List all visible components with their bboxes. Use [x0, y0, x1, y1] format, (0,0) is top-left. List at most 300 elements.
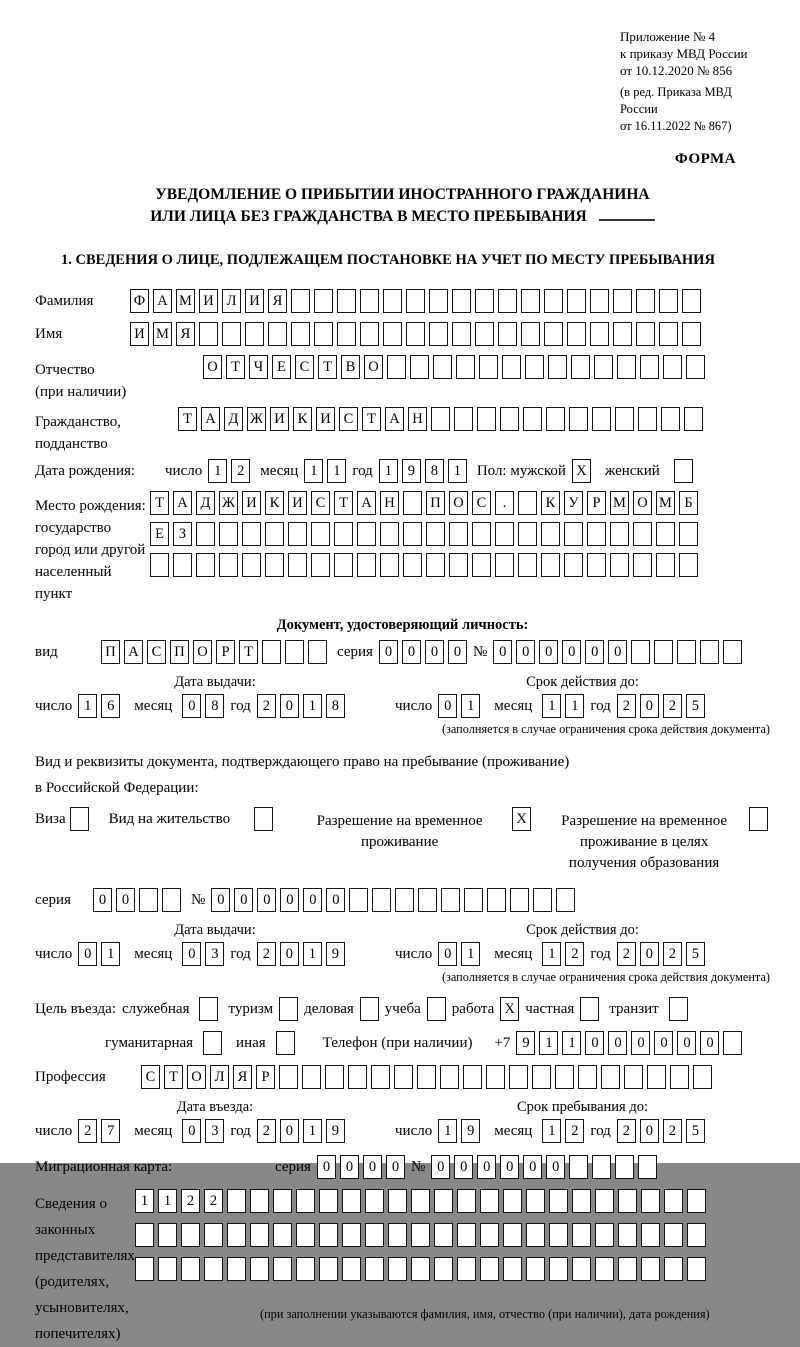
char-box[interactable]: М: [176, 289, 195, 313]
char-box[interactable]: [636, 289, 655, 313]
char-box[interactable]: [360, 997, 379, 1021]
char-box[interactable]: [503, 1189, 522, 1213]
char-box[interactable]: [203, 1031, 222, 1055]
char-box[interactable]: [291, 322, 310, 346]
char-box[interactable]: 1: [448, 459, 467, 483]
char-box[interactable]: [638, 1155, 657, 1179]
char-box[interactable]: [723, 1031, 742, 1055]
char-box[interactable]: С: [295, 355, 314, 379]
char-box[interactable]: 9: [326, 1119, 345, 1143]
char-box[interactable]: [288, 553, 307, 577]
char-box[interactable]: И: [199, 289, 218, 313]
char-box[interactable]: [296, 1189, 315, 1213]
char-box[interactable]: [615, 1155, 634, 1179]
char-box[interactable]: [615, 407, 634, 431]
char-box[interactable]: [555, 1065, 574, 1089]
char-box[interactable]: [518, 553, 537, 577]
char-box[interactable]: [700, 640, 719, 664]
char-box[interactable]: [70, 807, 89, 831]
char-box[interactable]: 1: [461, 942, 480, 966]
char-box[interactable]: 1: [438, 1119, 457, 1143]
char-box[interactable]: 1: [542, 1119, 561, 1143]
char-box[interactable]: 9: [461, 1119, 480, 1143]
char-box[interactable]: 8: [326, 694, 345, 718]
char-box[interactable]: [641, 1223, 660, 1247]
char-box[interactable]: [590, 322, 609, 346]
char-box[interactable]: Б: [679, 491, 698, 515]
char-box[interactable]: [158, 1223, 177, 1247]
char-box[interactable]: 0: [234, 888, 253, 912]
char-box[interactable]: П: [426, 491, 445, 515]
char-box[interactable]: [135, 1257, 154, 1281]
char-box[interactable]: 0: [477, 1155, 496, 1179]
char-box[interactable]: [532, 1065, 551, 1089]
char-box[interactable]: 1: [542, 694, 561, 718]
char-box[interactable]: С: [339, 407, 358, 431]
char-box[interactable]: 1: [327, 459, 346, 483]
char-box[interactable]: [349, 888, 368, 912]
char-box[interactable]: [509, 1065, 528, 1089]
char-box[interactable]: [723, 640, 742, 664]
char-box[interactable]: [342, 1223, 361, 1247]
char-box[interactable]: 0: [93, 888, 112, 912]
char-box[interactable]: 0: [280, 1119, 299, 1143]
char-box[interactable]: [510, 888, 529, 912]
char-box[interactable]: Я: [268, 289, 287, 313]
char-box[interactable]: 0: [280, 694, 299, 718]
char-box[interactable]: [572, 1257, 591, 1281]
char-box[interactable]: Ж: [219, 491, 238, 515]
char-box[interactable]: [434, 1189, 453, 1213]
char-box[interactable]: [546, 407, 565, 431]
char-box[interactable]: [682, 322, 701, 346]
char-box[interactable]: 2: [257, 1119, 276, 1143]
char-box[interactable]: А: [385, 407, 404, 431]
char-box[interactable]: А: [357, 491, 376, 515]
char-box[interactable]: [656, 522, 675, 546]
char-box[interactable]: Н: [408, 407, 427, 431]
char-box[interactable]: [449, 522, 468, 546]
char-box[interactable]: [641, 1257, 660, 1281]
char-box[interactable]: О: [187, 1065, 206, 1089]
char-box[interactable]: [624, 1065, 643, 1089]
char-box[interactable]: 9: [516, 1031, 535, 1055]
char-box[interactable]: [567, 322, 586, 346]
char-box[interactable]: [684, 407, 703, 431]
char-box[interactable]: [276, 1031, 295, 1055]
char-box[interactable]: [498, 322, 517, 346]
char-box[interactable]: [592, 407, 611, 431]
char-box[interactable]: 3: [205, 1119, 224, 1143]
char-box[interactable]: 0: [585, 1031, 604, 1055]
char-box[interactable]: [686, 355, 705, 379]
char-box[interactable]: Т: [150, 491, 169, 515]
char-box[interactable]: [613, 322, 632, 346]
char-box[interactable]: [285, 640, 304, 664]
char-box[interactable]: [337, 289, 356, 313]
char-box[interactable]: 1: [565, 694, 584, 718]
char-box[interactable]: [357, 553, 376, 577]
char-box[interactable]: [199, 322, 218, 346]
char-box[interactable]: 0: [523, 1155, 542, 1179]
char-box[interactable]: [457, 1223, 476, 1247]
char-box[interactable]: [196, 553, 215, 577]
char-box[interactable]: [610, 522, 629, 546]
char-box[interactable]: [564, 522, 583, 546]
char-box[interactable]: [380, 553, 399, 577]
char-box[interactable]: [541, 553, 560, 577]
char-box[interactable]: [242, 553, 261, 577]
char-box[interactable]: [449, 553, 468, 577]
char-box[interactable]: [387, 355, 406, 379]
char-box[interactable]: 7: [101, 1119, 120, 1143]
char-box[interactable]: [687, 1257, 706, 1281]
char-box[interactable]: [564, 553, 583, 577]
char-box[interactable]: [595, 1223, 614, 1247]
char-box[interactable]: [518, 522, 537, 546]
char-box[interactable]: [601, 1065, 620, 1089]
char-box[interactable]: [682, 289, 701, 313]
char-box[interactable]: [549, 1189, 568, 1213]
char-box[interactable]: [661, 407, 680, 431]
char-box[interactable]: 1: [379, 459, 398, 483]
char-box[interactable]: [475, 289, 494, 313]
char-box[interactable]: 1: [78, 694, 97, 718]
char-box[interactable]: 0: [640, 694, 659, 718]
char-box[interactable]: [429, 289, 448, 313]
char-box[interactable]: И: [270, 407, 289, 431]
char-box[interactable]: О: [364, 355, 383, 379]
char-box[interactable]: [544, 322, 563, 346]
char-box[interactable]: О: [449, 491, 468, 515]
char-box[interactable]: [357, 522, 376, 546]
char-box[interactable]: П: [101, 640, 120, 664]
char-box[interactable]: А: [124, 640, 143, 664]
char-box[interactable]: [640, 355, 659, 379]
char-box[interactable]: 0: [640, 1119, 659, 1143]
char-box[interactable]: [663, 355, 682, 379]
char-box[interactable]: [457, 1257, 476, 1281]
char-box[interactable]: [526, 1257, 545, 1281]
char-box[interactable]: Д: [196, 491, 215, 515]
char-box[interactable]: [431, 407, 450, 431]
char-box[interactable]: [544, 289, 563, 313]
char-box[interactable]: [342, 1189, 361, 1213]
char-box[interactable]: И: [242, 491, 261, 515]
char-box[interactable]: 0: [448, 640, 467, 664]
char-box[interactable]: [659, 322, 678, 346]
char-box[interactable]: Т: [178, 407, 197, 431]
char-box[interactable]: [618, 1189, 637, 1213]
char-box[interactable]: [262, 640, 281, 664]
char-box[interactable]: [308, 640, 327, 664]
char-box[interactable]: [664, 1257, 683, 1281]
char-box[interactable]: 1: [562, 1031, 581, 1055]
char-box[interactable]: Т: [164, 1065, 183, 1089]
char-box[interactable]: 5: [686, 942, 705, 966]
char-box[interactable]: [411, 1223, 430, 1247]
char-box[interactable]: 0: [425, 640, 444, 664]
char-box[interactable]: [319, 1189, 338, 1213]
char-box[interactable]: 2: [617, 942, 636, 966]
char-box[interactable]: 5: [686, 694, 705, 718]
char-box[interactable]: [472, 553, 491, 577]
char-box[interactable]: [572, 1223, 591, 1247]
char-box[interactable]: [383, 289, 402, 313]
char-box[interactable]: 2: [257, 942, 276, 966]
char-box[interactable]: [254, 807, 273, 831]
char-box[interactable]: Н: [380, 491, 399, 515]
char-box[interactable]: [411, 1189, 430, 1213]
char-box[interactable]: [592, 1155, 611, 1179]
char-box[interactable]: 0: [317, 1155, 336, 1179]
char-box[interactable]: Е: [272, 355, 291, 379]
char-box[interactable]: [334, 553, 353, 577]
char-box[interactable]: [636, 322, 655, 346]
char-box[interactable]: 0: [608, 640, 627, 664]
char-box[interactable]: 5: [686, 1119, 705, 1143]
char-box[interactable]: [135, 1223, 154, 1247]
char-box[interactable]: 0: [585, 640, 604, 664]
char-box[interactable]: [549, 1257, 568, 1281]
char-box[interactable]: [664, 1189, 683, 1213]
char-box[interactable]: 0: [562, 640, 581, 664]
char-box[interactable]: [348, 1065, 367, 1089]
char-box[interactable]: [365, 1189, 384, 1213]
char-box[interactable]: [196, 522, 215, 546]
char-box[interactable]: [181, 1257, 200, 1281]
char-box[interactable]: 2: [663, 942, 682, 966]
char-box[interactable]: [617, 355, 636, 379]
char-box[interactable]: X: [512, 807, 531, 831]
char-box[interactable]: [454, 407, 473, 431]
char-box[interactable]: [457, 1189, 476, 1213]
char-box[interactable]: М: [610, 491, 629, 515]
char-box[interactable]: [273, 1189, 292, 1213]
char-box[interactable]: 0: [677, 1031, 696, 1055]
char-box[interactable]: 1: [542, 942, 561, 966]
char-box[interactable]: [567, 289, 586, 313]
char-box[interactable]: [749, 807, 768, 831]
char-box[interactable]: В: [341, 355, 360, 379]
char-box[interactable]: [480, 1223, 499, 1247]
char-box[interactable]: Т: [334, 491, 353, 515]
char-box[interactable]: А: [153, 289, 172, 313]
char-box[interactable]: 1: [158, 1189, 177, 1213]
char-box[interactable]: С: [147, 640, 166, 664]
char-box[interactable]: [265, 553, 284, 577]
char-box[interactable]: [480, 1189, 499, 1213]
char-box[interactable]: .: [495, 491, 514, 515]
char-box[interactable]: А: [173, 491, 192, 515]
char-box[interactable]: [463, 1065, 482, 1089]
char-box[interactable]: [548, 355, 567, 379]
char-box[interactable]: 8: [425, 459, 444, 483]
char-box[interactable]: 2: [663, 694, 682, 718]
char-box[interactable]: А: [201, 407, 220, 431]
char-box[interactable]: [403, 522, 422, 546]
char-box[interactable]: [410, 355, 429, 379]
char-box[interactable]: Т: [226, 355, 245, 379]
char-box[interactable]: [502, 355, 521, 379]
char-box[interactable]: [199, 997, 218, 1021]
char-box[interactable]: 2: [257, 694, 276, 718]
char-box[interactable]: [365, 1223, 384, 1247]
char-box[interactable]: 0: [280, 888, 299, 912]
char-box[interactable]: У: [564, 491, 583, 515]
char-box[interactable]: [549, 1223, 568, 1247]
char-box[interactable]: 0: [280, 942, 299, 966]
char-box[interactable]: [388, 1189, 407, 1213]
char-box[interactable]: Т: [239, 640, 258, 664]
char-box[interactable]: Л: [210, 1065, 229, 1089]
char-box[interactable]: [571, 355, 590, 379]
char-box[interactable]: [578, 1065, 597, 1089]
char-box[interactable]: 0: [116, 888, 135, 912]
char-box[interactable]: [526, 1223, 545, 1247]
char-box[interactable]: И: [288, 491, 307, 515]
char-box[interactable]: Е: [150, 522, 169, 546]
char-box[interactable]: [360, 322, 379, 346]
char-box[interactable]: 2: [617, 694, 636, 718]
char-box[interactable]: [395, 888, 414, 912]
char-box[interactable]: Р: [216, 640, 235, 664]
char-box[interactable]: [250, 1257, 269, 1281]
char-box[interactable]: [314, 289, 333, 313]
char-box[interactable]: [371, 1065, 390, 1089]
char-box[interactable]: [638, 407, 657, 431]
char-box[interactable]: 0: [211, 888, 230, 912]
char-box[interactable]: 0: [182, 694, 201, 718]
char-box[interactable]: 0: [516, 640, 535, 664]
char-box[interactable]: [227, 1189, 246, 1213]
char-box[interactable]: [541, 522, 560, 546]
char-box[interactable]: И: [316, 407, 335, 431]
char-box[interactable]: [250, 1189, 269, 1213]
char-box[interactable]: 0: [431, 1155, 450, 1179]
char-box[interactable]: 0: [326, 888, 345, 912]
char-box[interactable]: Л: [222, 289, 241, 313]
char-box[interactable]: 2: [181, 1189, 200, 1213]
char-box[interactable]: [427, 997, 446, 1021]
char-box[interactable]: [641, 1189, 660, 1213]
char-box[interactable]: X: [572, 459, 591, 483]
char-box[interactable]: Я: [176, 322, 195, 346]
char-box[interactable]: [406, 322, 425, 346]
char-box[interactable]: 0: [493, 640, 512, 664]
char-box[interactable]: [227, 1257, 246, 1281]
char-box[interactable]: 0: [654, 1031, 673, 1055]
char-box[interactable]: [296, 1223, 315, 1247]
char-box[interactable]: [595, 1189, 614, 1213]
char-box[interactable]: [526, 1189, 545, 1213]
char-box[interactable]: [245, 322, 264, 346]
char-box[interactable]: [687, 1189, 706, 1213]
char-box[interactable]: [273, 1257, 292, 1281]
char-box[interactable]: О: [633, 491, 652, 515]
char-box[interactable]: [569, 1155, 588, 1179]
char-box[interactable]: [372, 888, 391, 912]
char-box[interactable]: [204, 1257, 223, 1281]
char-box[interactable]: [334, 522, 353, 546]
char-box[interactable]: 2: [231, 459, 250, 483]
char-box[interactable]: [227, 1223, 246, 1247]
char-box[interactable]: 0: [257, 888, 276, 912]
char-box[interactable]: [521, 289, 540, 313]
char-box[interactable]: [342, 1257, 361, 1281]
char-box[interactable]: 0: [182, 942, 201, 966]
char-box[interactable]: И: [130, 322, 149, 346]
char-box[interactable]: 2: [78, 1119, 97, 1143]
char-box[interactable]: [669, 997, 688, 1021]
char-box[interactable]: С: [141, 1065, 160, 1089]
char-box[interactable]: З: [173, 522, 192, 546]
char-box[interactable]: П: [170, 640, 189, 664]
char-box[interactable]: 0: [608, 1031, 627, 1055]
char-box[interactable]: [440, 1065, 459, 1089]
char-box[interactable]: [325, 1065, 344, 1089]
char-box[interactable]: [477, 407, 496, 431]
char-box[interactable]: [580, 997, 599, 1021]
char-box[interactable]: Ж: [247, 407, 266, 431]
char-box[interactable]: [479, 355, 498, 379]
char-box[interactable]: [523, 407, 542, 431]
char-box[interactable]: [403, 491, 422, 515]
char-box[interactable]: 6: [101, 694, 120, 718]
char-box[interactable]: К: [293, 407, 312, 431]
char-box[interactable]: 0: [303, 888, 322, 912]
char-box[interactable]: [486, 1065, 505, 1089]
char-box[interactable]: 9: [326, 942, 345, 966]
char-box[interactable]: [265, 522, 284, 546]
char-box[interactable]: [319, 1257, 338, 1281]
char-box[interactable]: [659, 289, 678, 313]
char-box[interactable]: [268, 322, 287, 346]
char-box[interactable]: [181, 1223, 200, 1247]
char-box[interactable]: [434, 1257, 453, 1281]
char-box[interactable]: [311, 553, 330, 577]
char-box[interactable]: [500, 407, 519, 431]
char-box[interactable]: [296, 1257, 315, 1281]
char-box[interactable]: О: [203, 355, 222, 379]
char-box[interactable]: [495, 553, 514, 577]
char-box[interactable]: [618, 1223, 637, 1247]
char-box[interactable]: 0: [438, 694, 457, 718]
char-box[interactable]: [610, 553, 629, 577]
char-box[interactable]: 0: [363, 1155, 382, 1179]
char-box[interactable]: 1: [135, 1189, 154, 1213]
char-box[interactable]: С: [472, 491, 491, 515]
char-box[interactable]: [679, 522, 698, 546]
char-box[interactable]: [590, 289, 609, 313]
char-box[interactable]: 1: [303, 694, 322, 718]
char-box[interactable]: 2: [204, 1189, 223, 1213]
char-box[interactable]: [302, 1065, 321, 1089]
char-box[interactable]: [475, 322, 494, 346]
char-box[interactable]: [464, 888, 483, 912]
char-box[interactable]: [388, 1223, 407, 1247]
char-box[interactable]: 0: [379, 640, 398, 664]
char-box[interactable]: [480, 1257, 499, 1281]
char-box[interactable]: [158, 1257, 177, 1281]
char-box[interactable]: [572, 1189, 591, 1213]
char-box[interactable]: [173, 553, 192, 577]
char-box[interactable]: [503, 1223, 522, 1247]
char-box[interactable]: [429, 322, 448, 346]
char-box[interactable]: [441, 888, 460, 912]
char-box[interactable]: [495, 522, 514, 546]
char-box[interactable]: 2: [663, 1119, 682, 1143]
